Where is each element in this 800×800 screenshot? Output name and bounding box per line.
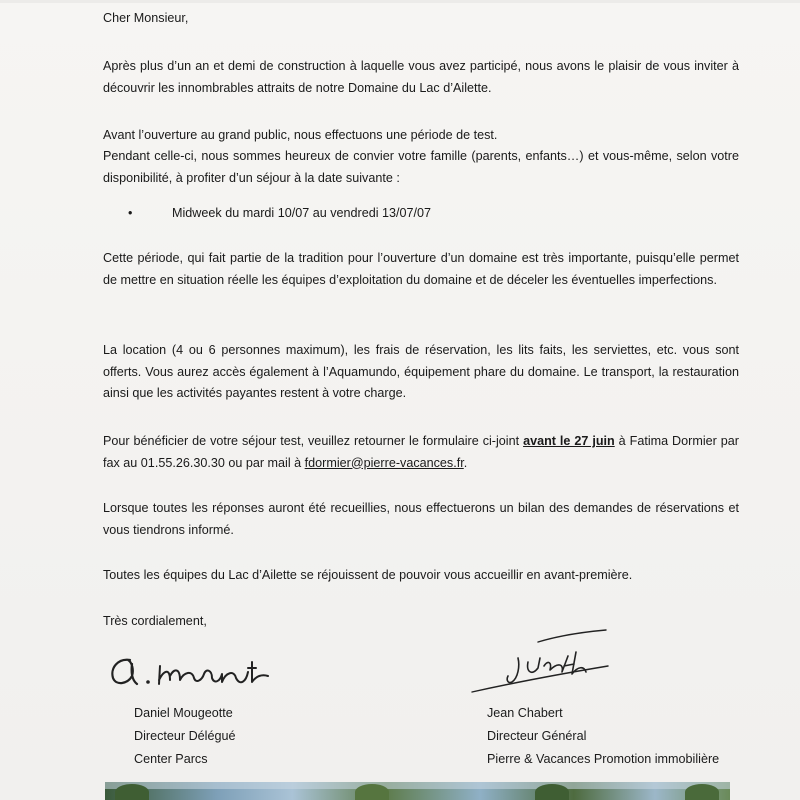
paragraph-welcome: Toutes les équipes du Lac d’Ailette se réjouissent de pouvoir vous accueillir en avant-première. — [103, 568, 633, 582]
paragraph-followup: Lorsque toutes les réponses auront été recueillies, nous effectuerons un bilan des demandes de réservations et vous tiendrons informé. — [103, 501, 739, 537]
photo-tree — [355, 784, 389, 800]
signatory-left-company: Center Parcs — [134, 752, 208, 766]
paragraph-invitation: Après plus d’un an et demi de construction à laquelle vous avez participé, nous avons le plaisir de vous inviter à découvrir les innombrables attraits de notre Domaine du Lac d’Ailette. — [103, 59, 739, 95]
return-form-text: Pour bénéficier de votre séjour test, veuillez retourner le formulaire ci-joint — [103, 434, 524, 448]
photo-tree — [535, 784, 569, 800]
return-form-end: . — [463, 455, 468, 470]
email-link[interactable]: fdormier@pierre-vacances.fr — [304, 455, 464, 470]
signature-mougeotte — [104, 646, 279, 690]
paragraph-tradition: Cette période, qui fait partie de la tradition pour l’ouverture d’un domaine est très importante, puisqu’elle permet de mettre en situation réelle les équipes d’exploitation du domaine et de déceler les éventuelles imperfections. — [103, 251, 739, 287]
paragraph-test-period: Avant l’ouverture au grand public, nous effectuons une période de test. — [103, 128, 498, 142]
signatory-left-name: Daniel Mougeotte — [134, 706, 233, 720]
photo-tree — [115, 784, 149, 800]
paragraph-family-invite: Pendant celle-ci, nous sommes heureux de convier votre famille (parents, enfants…) et vous-même, selon votre disponibilité, à profiter d’un séjour à la date suivante : — [103, 149, 739, 185]
domain-photo-strip — [105, 782, 730, 800]
signatory-left-title: Directeur Délégué — [134, 729, 236, 743]
photo-sky — [105, 782, 730, 789]
signatory-left — [134, 702, 236, 771]
paragraph-offer: La location (4 ou 6 personnes maximum), les frais de réservation, les lits faits, les serviettes, etc. vous sont offerts. Vous aurez accès également à l’Aquamundo, équipement phare du domaine. Le transport, la restauration ainsi que les activités payantes restent à votre charge. — [103, 343, 739, 400]
signatory-right — [487, 702, 719, 771]
photo-tree — [685, 784, 719, 800]
stay-dates: Midweek du mardi 10/07 au vendredi 13/07/07 — [172, 206, 432, 220]
greeting: Cher Monsieur, — [103, 11, 189, 25]
bullet-point: • — [128, 206, 133, 220]
closing: Très cordialement, — [103, 614, 207, 628]
signatory-right-company: Pierre & Vacances Promotion immobilière — [487, 752, 720, 766]
deadline: avant le 27 juin — [523, 434, 615, 448]
signature-chabert — [468, 622, 613, 696]
paragraph-return-form — [103, 431, 739, 474]
scan-edge — [0, 0, 800, 3]
return-form-contact: à Fatima Dormier par fax au 01.55.26.30.30 ou par mail à — [103, 434, 739, 470]
signatory-right-title: Directeur Général — [487, 729, 587, 743]
signatory-right-name: Jean Chabert — [487, 706, 563, 720]
